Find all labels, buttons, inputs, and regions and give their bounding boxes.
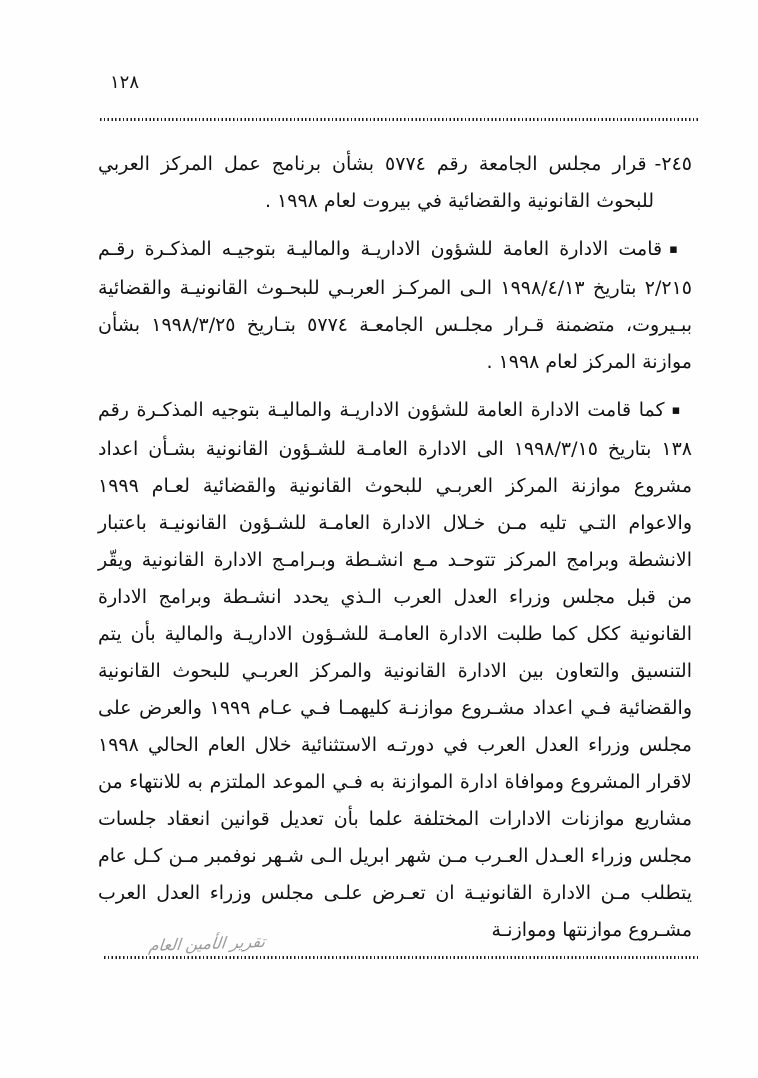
square-bullet-icon: ▪	[669, 242, 682, 257]
bullet-text: قامت الادارة العامة للشؤون الاداريـة والماليـة بتوجيـه المذكـرة رقـم ٢/٢١٥ بتاريخ ١٩٩٨/٤/١٣ الـى المركـز العربـي للبحـوث القانونيـة والقضائية ببـيروت، متضمنة قـرار مجلـس الجامعـة ٥٧٧٤ بتـاريخ ١٩٩٨/٣/٢٥ بشأن موازنة المركز لعام ١٩٩٨ .	[98, 238, 692, 373]
top-dotted-divider	[100, 118, 698, 121]
entry-text: قرار مجلس الجامعة رقم ٥٧٧٤ بشأن برنامج عمل المركز العربي للبحوث القانونية والقضائية في بيروت لعام ١٩٩٨ .	[98, 153, 654, 212]
bullet-paragraph	[98, 392, 692, 949]
page-body-text	[98, 146, 692, 960]
page-number: ١٢٨	[110, 72, 140, 93]
entry-paragraph	[98, 146, 692, 220]
bullet-text: كما قامت الادارة العامة للشؤون الاداريـة والماليـة بتوجيه المذكـرة رقم ١٣٨ بتاريخ ١٩٩٨/٣/١٥ الى الادارة العامـة للشـؤون القانونية بشـأن اعداد مشروع موازنة المركز العربـي للبحوث القانونية والقضائية لعـام ١٩٩٩ والاعوام التـي تليه مـن خـلال الادارة العامـة للشـؤون القانونيـة باعتبار الانشطة وبرامج المركز تتوحـد مـع انشـطة وبـرامـج الادارة القانونية ويقّر من قبل مجلس وزراء العدل العرب الـذي يحدد انشـطة وبرامج الادارة القانونية ككل كما طلبت الادارة العامـة للشـؤون الاداريـة والمالية بأن يتم التنسيق والتعاون بين الادارة القانونية والمركز العربـي للبحوث القانونية والقضائية فـي اعداد مشـروع موازنـة كليهمـا فـي عـام ١٩٩٩ والعرض على مجلس وزراء العدل العرب في دورتـه الاستثنائية خلال العام الحالي ١٩٩٨ لاقرار المشروع وموافاة ادارة الموازنة به فـي الموعد الملتزم به للانتهاء من مشاريع موازنات الادارات المختلفة علما بأن تعديل قوانين انعقاد جلسات مجلس وزراء العـدل العـرب مـن شهر ابريل الـى شـهر نوفمبر مـن كـل عام يتطلب مـن الادارة القانونيـة ان تعـرض علـى مجلس وزراء العدل العرب مشـروع موازنتها وموازنـة	[98, 399, 692, 941]
entry-number: ٢٤٥-	[654, 153, 693, 175]
square-bullet-icon: ▪	[671, 403, 682, 418]
bullet-paragraph	[98, 231, 692, 381]
handwritten-note: تقرير الأمين العام	[147, 931, 267, 956]
bottom-dotted-divider	[104, 956, 700, 959]
